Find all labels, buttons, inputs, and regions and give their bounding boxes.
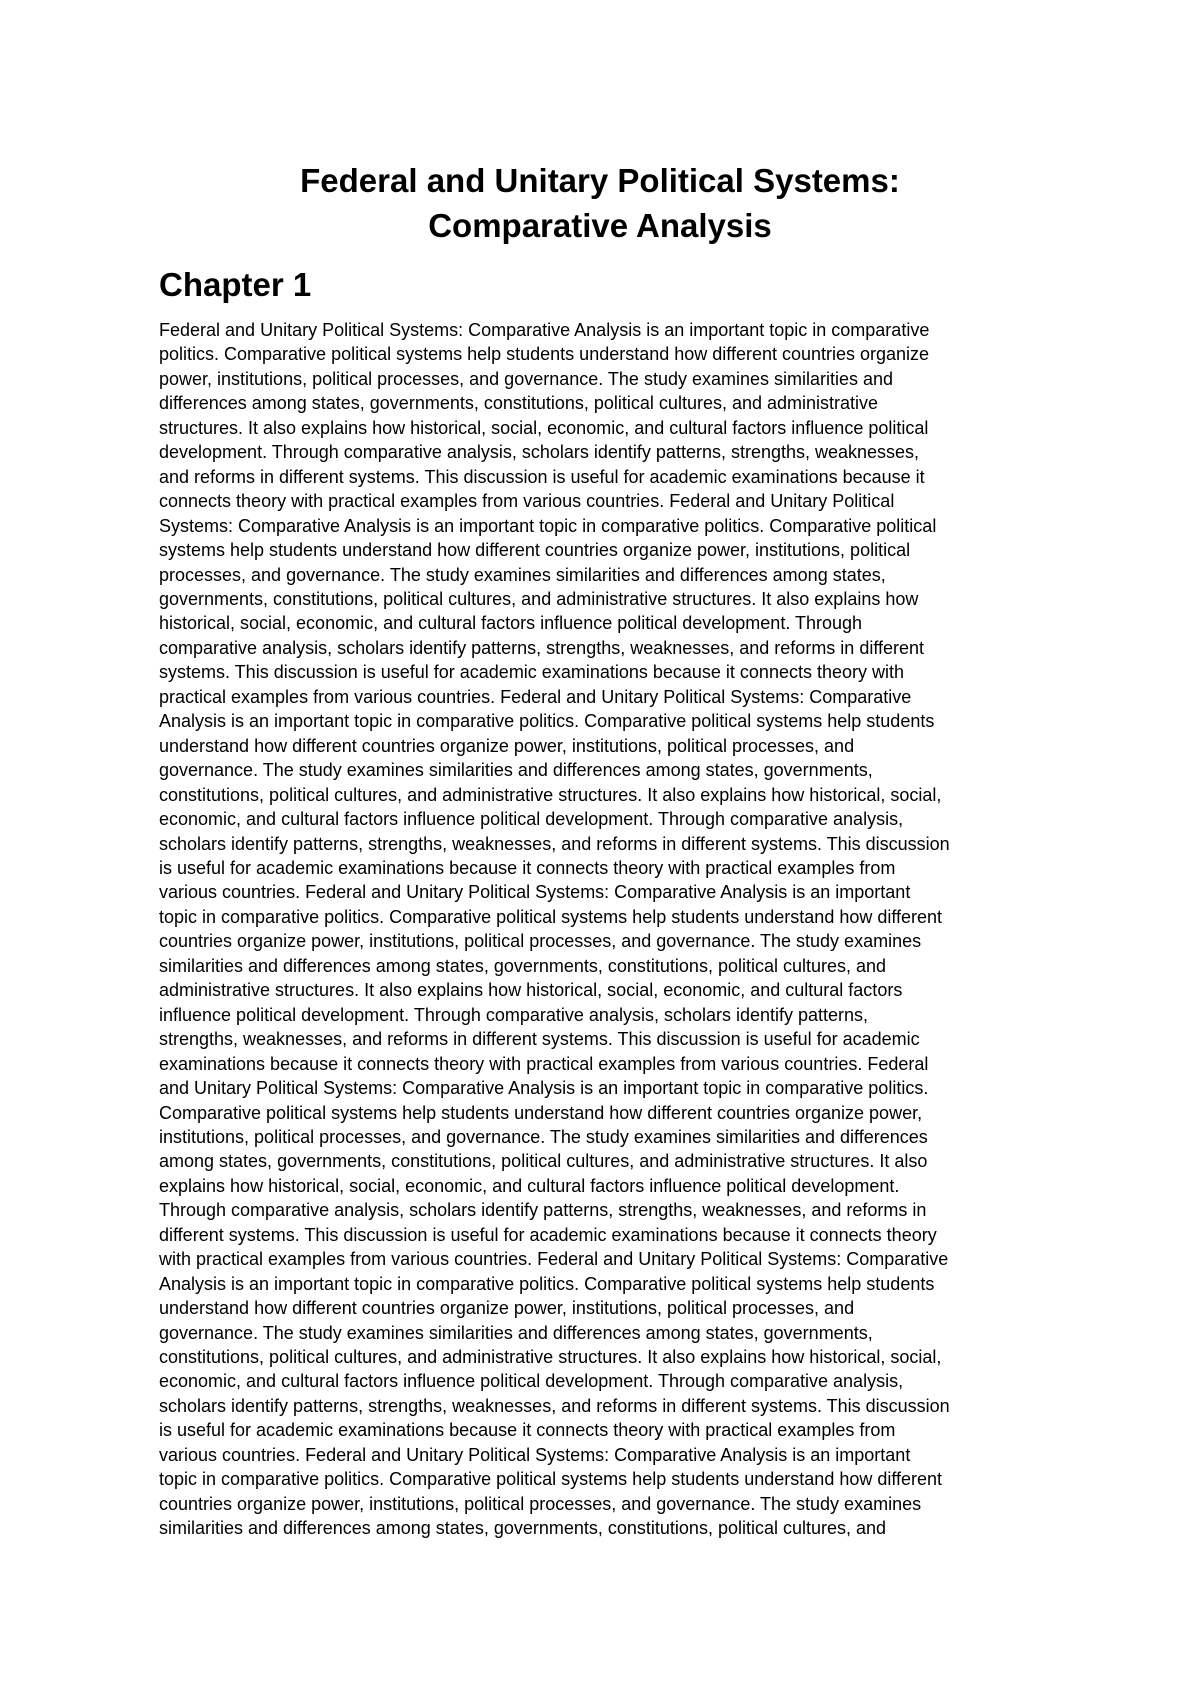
body-line: topic in comparative politics. Comparative political systems help students understand how different (159, 906, 943, 927)
body-line: governments, constitutions, political cultures, and administrative structures. It also explains how (159, 588, 919, 609)
body-line: practical examples from various countries. Federal and Unitary Political Systems: Comparative (159, 686, 912, 707)
body-line: Comparative political systems help students understand how different countries organize power, (159, 1102, 923, 1123)
body-line: differences among states, governments, constitutions, political cultures, and administrative (159, 393, 879, 414)
body-line: scholars identify patterns, strengths, weaknesses, and reforms in different systems. This discussion (159, 833, 950, 854)
body-line: is useful for academic examinations because it connects theory with practical examples from (159, 1420, 896, 1441)
chapter-heading: Chapter 1 (159, 266, 312, 303)
body-line: Analysis is an important topic in comparative politics. Comparative political systems help students (159, 1273, 935, 1294)
body-line: and reforms in different systems. This discussion is useful for academic examinations because it (159, 466, 925, 487)
body-line: with practical examples from various countries. Federal and Unitary Political Systems: Comparative (159, 1249, 949, 1270)
body-line: different systems. This discussion is useful for academic examinations because it connects theory (159, 1224, 937, 1245)
body-line: topic in comparative politics. Comparative political systems help students understand how different (159, 1469, 943, 1490)
body-line: politics. Comparative political systems help students understand how different countries organize (159, 344, 930, 365)
body-line: various countries. Federal and Unitary Political Systems: Comparative Analysis is an important (159, 882, 911, 903)
body-line: systems. This discussion is useful for academic examinations because it connects theory with (159, 662, 905, 683)
body-line: processes, and governance. The study examines similarities and differences among states, (159, 564, 886, 585)
body-line: examinations because it connects theory with practical examples from various countries. Federal (159, 1053, 929, 1074)
body-line: understand how different countries organize power, institutions, political processes, and (159, 735, 855, 756)
document-title-line-1: Federal and Unitary Political Systems: (300, 162, 900, 199)
body-line: governance. The study examines similarities and differences among states, governments, (159, 760, 873, 781)
body-line: Systems: Comparative Analysis is an important topic in comparative politics. Comparative political (159, 515, 937, 536)
body-line: connects theory with practical examples from various countries. Federal and Unitary Political (159, 491, 895, 512)
body-line: explains how historical, social, economic, and cultural factors influence political development. (159, 1175, 900, 1196)
body-line: Through comparative analysis, scholars identify patterns, strengths, weaknesses, and reforms in (159, 1200, 927, 1221)
body-line: Federal and Unitary Political Systems: Comparative Analysis is an important topic in comparative (159, 320, 930, 340)
body-line: countries organize power, institutions, political processes, and governance. The study examines (159, 931, 922, 952)
body-line: similarities and differences among states, governments, constitutions, political cultures, and (159, 955, 887, 976)
document-title-line-2: Comparative Analysis (428, 207, 772, 244)
body-line: influence political development. Through comparative analysis, scholars identify patterns, (159, 1004, 869, 1025)
body-line: among states, governments, constitutions, political cultures, and administrative structures. It also (159, 1151, 928, 1172)
body-line: scholars identify patterns, strengths, weaknesses, and reforms in different systems. This discussion (159, 1395, 950, 1416)
body-line: historical, social, economic, and cultural factors influence political development. Through (159, 613, 863, 634)
body-line: structures. It also explains how historical, social, economic, and cultural factors influence political (159, 417, 929, 438)
body-line: economic, and cultural factors influence political development. Through comparative analysis, (159, 1371, 904, 1392)
body-line: various countries. Federal and Unitary Political Systems: Comparative Analysis is an important (159, 1444, 911, 1465)
body-line: and Unitary Political Systems: Comparative Analysis is an important topic in comparative politics. (159, 1078, 929, 1099)
document-title (0, 158, 1200, 248)
body-line: constitutions, political cultures, and administrative structures. It also explains how historical, social, (159, 784, 942, 805)
body-line: administrative structures. It also explains how historical, social, economic, and cultural factors (159, 980, 903, 1001)
body-line: governance. The study examines similarities and differences among states, governments, (159, 1322, 873, 1343)
body-line: Analysis is an important topic in comparative politics. Comparative political systems help students (159, 711, 935, 732)
body-line: strengths, weaknesses, and reforms in different systems. This discussion is useful for academic (159, 1029, 920, 1050)
body-line: economic, and cultural factors influence political development. Through comparative analysis, (159, 809, 904, 830)
body-line: comparative analysis, scholars identify patterns, strengths, weaknesses, and reforms in different (159, 637, 925, 658)
body-line: power, institutions, political processes, and governance. The study examines similarities and (159, 368, 894, 389)
body-line: systems help students understand how different countries organize power, institutions, political (159, 540, 911, 561)
body-line: similarities and differences among states, governments, constitutions, political cultures, and (159, 1518, 887, 1539)
body-paragraph (159, 318, 1059, 1541)
body-line: constitutions, political cultures, and administrative structures. It also explains how historical, social, (159, 1347, 942, 1368)
body-line: countries organize power, institutions, political processes, and governance. The study examines (159, 1493, 922, 1514)
body-line: understand how different countries organize power, institutions, political processes, and (159, 1298, 855, 1319)
body-line: development. Through comparative analysis, scholars identify patterns, strengths, weaknesses, (159, 442, 920, 463)
body-line: institutions, political processes, and governance. The study examines similarities and differences (159, 1126, 928, 1147)
body-line: is useful for academic examinations because it connects theory with practical examples from (159, 857, 896, 878)
